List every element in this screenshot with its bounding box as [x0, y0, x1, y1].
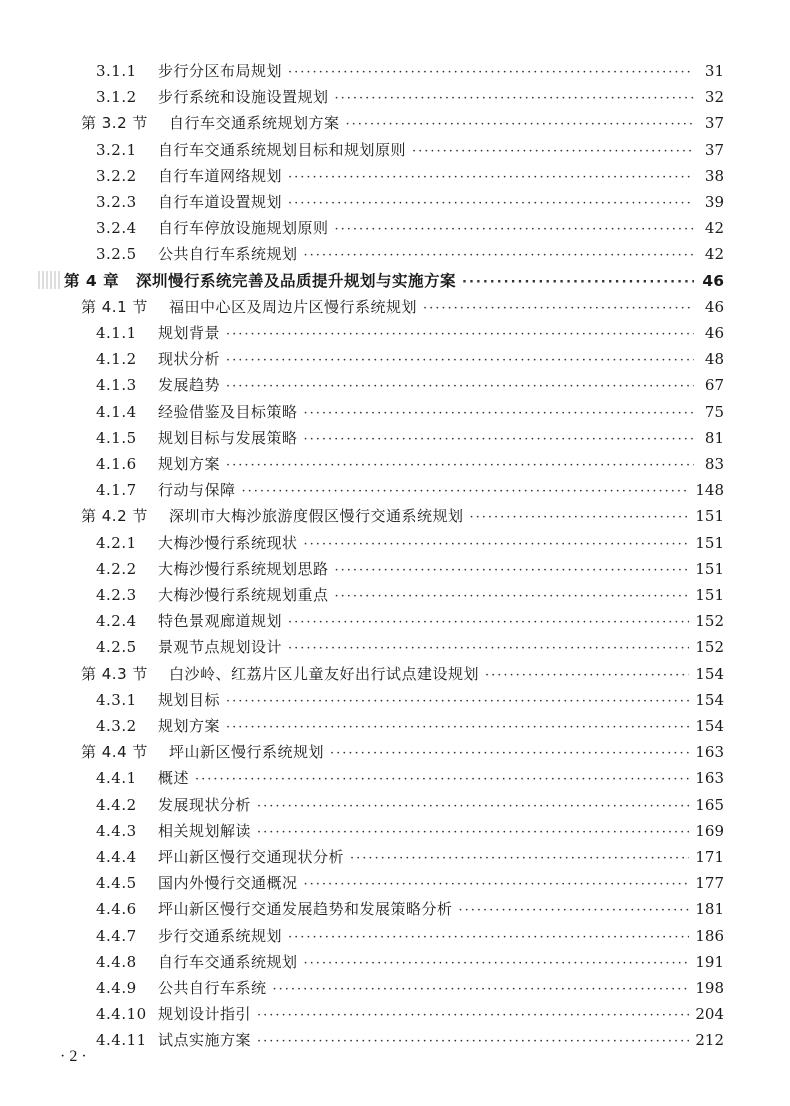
toc-dot-leader	[470, 505, 690, 531]
toc-dot-leader	[288, 610, 689, 636]
toc-dot-leader	[195, 767, 689, 793]
toc-entry-page: 154	[695, 664, 724, 683]
toc-entry-number: 4.4.6	[96, 900, 137, 919]
toc-entry-title: 特色景观廊道规划	[158, 612, 283, 631]
toc-sub-row	[96, 896, 724, 922]
toc-entry-page: 83	[704, 455, 724, 473]
toc-entry-number: 3.2.1	[96, 140, 137, 159]
toc-entry-number: 4.4.3	[96, 821, 137, 840]
toc-section-row	[81, 661, 724, 687]
toc-dot-leader	[462, 270, 694, 296]
toc-entry-title: 规划方案	[158, 717, 221, 735]
toc-entry-number: 4.1.1	[96, 324, 137, 342]
toc-entry-number: 第 4.3 节	[81, 664, 148, 683]
toc-entry-page: 186	[695, 926, 724, 945]
toc-entry-title: 规划方案	[158, 455, 221, 473]
toc-entry-title: 白沙岭、红荔片区儿童友好出行试点建设规划	[169, 664, 480, 683]
toc-sub-row	[96, 923, 724, 949]
toc-entry-page: 75	[704, 402, 724, 421]
toc-dot-leader	[412, 139, 694, 165]
toc-entry-page: 154	[695, 717, 724, 735]
toc-entry-title: 自行车道设置规划	[158, 193, 283, 211]
toc-dot-leader	[257, 794, 689, 820]
toc-entry-page: 32	[704, 88, 724, 107]
toc-section-row	[81, 739, 724, 765]
toc-dot-leader	[304, 427, 694, 453]
toc-section-row	[81, 294, 724, 320]
toc-entry-title: 行动与保障	[158, 481, 236, 500]
toc-entry-number: 4.1.4	[96, 402, 137, 421]
toc-dot-leader	[288, 60, 694, 86]
toc-dot-leader	[288, 925, 689, 951]
toc-entry-page: 48	[704, 350, 724, 369]
toc-entry-title: 自行车交通系统规划目标和规划原则	[158, 140, 407, 159]
toc-entry-number: 4.3.2	[96, 717, 137, 735]
toc-entry-title: 自行车交通系统规划	[158, 952, 298, 971]
toc-entry-number: 4.2.4	[96, 612, 137, 631]
page-number: · 2 ·	[60, 1048, 87, 1065]
toc-dot-leader	[350, 846, 689, 872]
toc-entry-number: 4.1.3	[96, 376, 137, 395]
toc-entry-number: 第 4 章	[64, 271, 120, 290]
toc-dot-leader	[226, 348, 694, 374]
toc-entry-title: 自行车交通系统规划方案	[169, 114, 340, 133]
toc-entry-number: 3.1.1	[96, 62, 137, 80]
toc-entry-number: 3.2.2	[96, 166, 137, 185]
toc-dot-leader	[257, 820, 689, 846]
toc-dot-leader	[257, 1029, 689, 1055]
toc-sub-row	[96, 399, 724, 425]
toc-dot-leader	[459, 898, 690, 924]
toc-sub-row	[96, 792, 724, 818]
toc-entry-title: 步行交通系统规划	[158, 926, 283, 945]
toc-dot-leader	[335, 86, 694, 112]
toc-entry-page: 67	[704, 376, 724, 395]
chapter-marker-decoration	[38, 271, 62, 289]
toc-sub-row	[96, 949, 724, 975]
toc-sub-row	[96, 844, 724, 870]
toc-sub-row	[96, 451, 724, 477]
toc-sub-row	[96, 215, 724, 241]
toc-entry-number: 4.4.5	[96, 874, 137, 893]
toc-entry-page: 177	[695, 874, 724, 893]
toc-entry-title: 经验借鉴及目标策略	[158, 402, 298, 421]
toc-entry-page: 171	[695, 848, 724, 866]
toc-dot-leader	[226, 715, 689, 741]
toc-entry-number: 第 4.4 节	[81, 743, 148, 762]
toc-dot-leader	[304, 872, 690, 898]
toc-dot-leader	[330, 741, 689, 767]
toc-dot-leader	[304, 951, 690, 977]
toc-entry-title: 自行车停放设施规划原则	[158, 219, 329, 238]
toc-entry-title: 坪山新区慢行交通发展趋势和发展策略分析	[158, 900, 453, 919]
toc-entry-number: 3.1.2	[96, 88, 137, 107]
toc-entry-number: 4.3.1	[96, 690, 137, 709]
toc-entry-title: 公共自行车系统	[158, 979, 267, 997]
toc-entry-title: 概述	[158, 769, 190, 788]
toc-dot-leader	[335, 558, 690, 584]
toc-entry-number: 4.2.5	[96, 638, 137, 657]
toc-entry-number: 4.4.10	[96, 1005, 147, 1024]
toc-entry-number: 4.1.6	[96, 455, 137, 473]
toc-entry-title: 规划设计指引	[158, 1005, 252, 1024]
toc-entry-title: 深圳市大梅沙旅游度假区慢行交通系统规划	[169, 507, 464, 526]
toc-sub-row	[96, 346, 724, 372]
toc-entry-title: 大梅沙慢行系统规划重点	[158, 586, 329, 604]
toc-entry-number: 4.2.2	[96, 559, 137, 578]
toc-entry-title: 大梅沙慢行系统规划思路	[158, 559, 329, 578]
toc-entry-title: 国内外慢行交通概况	[158, 874, 298, 893]
toc-sub-row	[96, 818, 724, 844]
toc-entry-title: 福田中心区及周边片区慢行系统规划	[169, 297, 418, 316]
toc-entry-page: 191	[695, 952, 724, 971]
toc-dot-leader	[273, 977, 690, 1003]
toc-dot-leader	[226, 374, 694, 400]
toc-sub-row	[96, 713, 724, 739]
toc-entry-page: 151	[695, 586, 724, 604]
toc-entry-number: 4.4.8	[96, 952, 137, 971]
toc-entry-page: 31	[704, 62, 724, 80]
toc-entry-number: 4.2.3	[96, 586, 137, 604]
toc-entry-page: 42	[704, 245, 724, 264]
toc-entry-page: 42	[704, 219, 724, 238]
toc-dot-leader	[304, 532, 690, 558]
toc-entry-title: 规划背景	[158, 324, 221, 342]
toc-entry-title: 景观节点规划设计	[158, 638, 283, 657]
toc-entry-title: 公共自行车系统规划	[158, 245, 298, 264]
toc-entry-number: 3.2.4	[96, 219, 137, 238]
toc-entry-number: 4.4.2	[96, 795, 137, 814]
toc-entry-page: 165	[695, 795, 724, 814]
toc-entry-page: 151	[695, 507, 724, 526]
toc-dot-leader	[423, 296, 694, 322]
toc-sub-row	[96, 58, 724, 84]
toc-entry-number: 第 3.2 节	[81, 114, 148, 133]
toc-entry-number: 4.4.1	[96, 769, 137, 788]
toc-sub-row	[96, 1001, 724, 1027]
toc-entry-page: 46	[704, 324, 724, 342]
toc-entry-title: 步行分区布局规划	[158, 62, 283, 80]
toc-sub-row	[96, 687, 724, 713]
toc-entry-page: 169	[695, 821, 724, 840]
toc-dot-leader	[226, 453, 694, 479]
toc-dot-leader	[335, 584, 690, 610]
toc-entry-title: 试点实施方案	[158, 1031, 252, 1050]
toc-dot-leader	[335, 217, 694, 243]
toc-sub-row	[96, 425, 724, 451]
toc-entry-page: 38	[704, 166, 724, 185]
toc-sub-row	[96, 556, 724, 582]
toc-dot-leader	[257, 1003, 689, 1029]
toc-sub-row	[96, 1027, 724, 1053]
toc-entry-number: 3.2.3	[96, 193, 137, 211]
toc-entry-page: 46	[702, 271, 724, 290]
toc-dot-leader	[288, 191, 694, 217]
toc-entry-page: 39	[704, 193, 724, 211]
toc-entry-page: 204	[695, 1005, 724, 1024]
toc-entry-title: 发展趋势	[158, 376, 221, 395]
toc-sub-row	[96, 372, 724, 398]
toc-dot-leader	[304, 401, 694, 427]
toc-entry-page: 46	[704, 297, 724, 316]
toc-entry-number: 4.4.4	[96, 848, 137, 866]
toc-chapter-row	[64, 268, 724, 294]
toc-entry-number: 4.4.7	[96, 926, 137, 945]
toc-entry-number: 4.4.9	[96, 979, 137, 997]
toc-entry-page: 181	[695, 900, 724, 919]
toc-entry-page: 152	[695, 638, 724, 657]
toc-entry-page: 154	[695, 690, 724, 709]
toc-sub-row	[96, 477, 724, 503]
toc-entry-number: 4.1.7	[96, 481, 137, 500]
toc-dot-leader	[226, 689, 689, 715]
toc-entry-page: 163	[695, 743, 724, 762]
toc-entry-title: 相关规划解读	[158, 821, 252, 840]
toc-entry-number: 4.4.11	[96, 1031, 147, 1050]
toc-entry-number: 4.2.1	[96, 533, 137, 552]
toc-entry-page: 212	[695, 1031, 724, 1050]
toc-sub-row	[96, 975, 724, 1001]
toc-dot-leader	[304, 243, 694, 269]
toc-entry-page: 37	[704, 114, 724, 133]
toc-entry-title: 大梅沙慢行系统现状	[158, 533, 298, 552]
toc-dot-leader	[288, 636, 689, 662]
toc-sub-row	[96, 765, 724, 791]
toc-dot-leader	[226, 322, 694, 348]
toc-sub-row	[96, 189, 724, 215]
toc-sub-row	[96, 634, 724, 660]
toc-sub-row	[96, 163, 724, 189]
toc-entry-page: 37	[704, 140, 724, 159]
toc-entry-number: 4.1.5	[96, 428, 137, 447]
toc-entry-page: 81	[704, 428, 724, 447]
toc-entry-title: 自行车道网络规划	[158, 166, 283, 185]
toc-sub-row	[96, 870, 724, 896]
toc-sub-row	[96, 608, 724, 634]
toc-section-row	[81, 503, 724, 529]
toc-entry-page: 151	[695, 559, 724, 578]
toc-entry-title: 发展现状分析	[158, 795, 252, 814]
toc-sub-row	[96, 84, 724, 110]
toc-entry-title: 现状分析	[158, 350, 221, 369]
toc-sub-row	[96, 530, 724, 556]
toc-dot-leader	[485, 663, 689, 689]
toc-entry-title: 规划目标与发展策略	[158, 428, 298, 447]
toc-entry-page: 198	[695, 979, 724, 997]
toc-entry-number: 第 4.2 节	[81, 507, 148, 526]
toc-entry-title: 深圳慢行系统完善及品质提升规划与实施方案	[136, 271, 457, 290]
toc-dot-leader	[242, 479, 690, 505]
toc-entry-page: 151	[695, 533, 724, 552]
toc-sub-row	[96, 582, 724, 608]
toc-entry-title: 坪山新区慢行交通现状分析	[158, 848, 345, 866]
toc-dot-leader	[288, 165, 694, 191]
toc-entry-title: 规划目标	[158, 690, 221, 709]
toc-entry-page: 148	[695, 481, 724, 500]
toc-entry-number: 4.1.2	[96, 350, 137, 369]
toc-entry-number: 第 4.1 节	[81, 297, 148, 316]
toc-sub-row	[96, 137, 724, 163]
toc-section-row	[81, 110, 724, 136]
toc-sub-row	[96, 320, 724, 346]
toc-entry-title: 步行系统和设施设置规划	[158, 88, 329, 107]
toc-sub-row	[96, 241, 724, 267]
toc-entry-page: 163	[695, 769, 724, 788]
toc-dot-leader	[346, 112, 694, 138]
toc-entry-page: 152	[695, 612, 724, 631]
toc-entry-title: 坪山新区慢行系统规划	[169, 743, 325, 762]
toc-entry-number: 3.2.5	[96, 245, 137, 264]
